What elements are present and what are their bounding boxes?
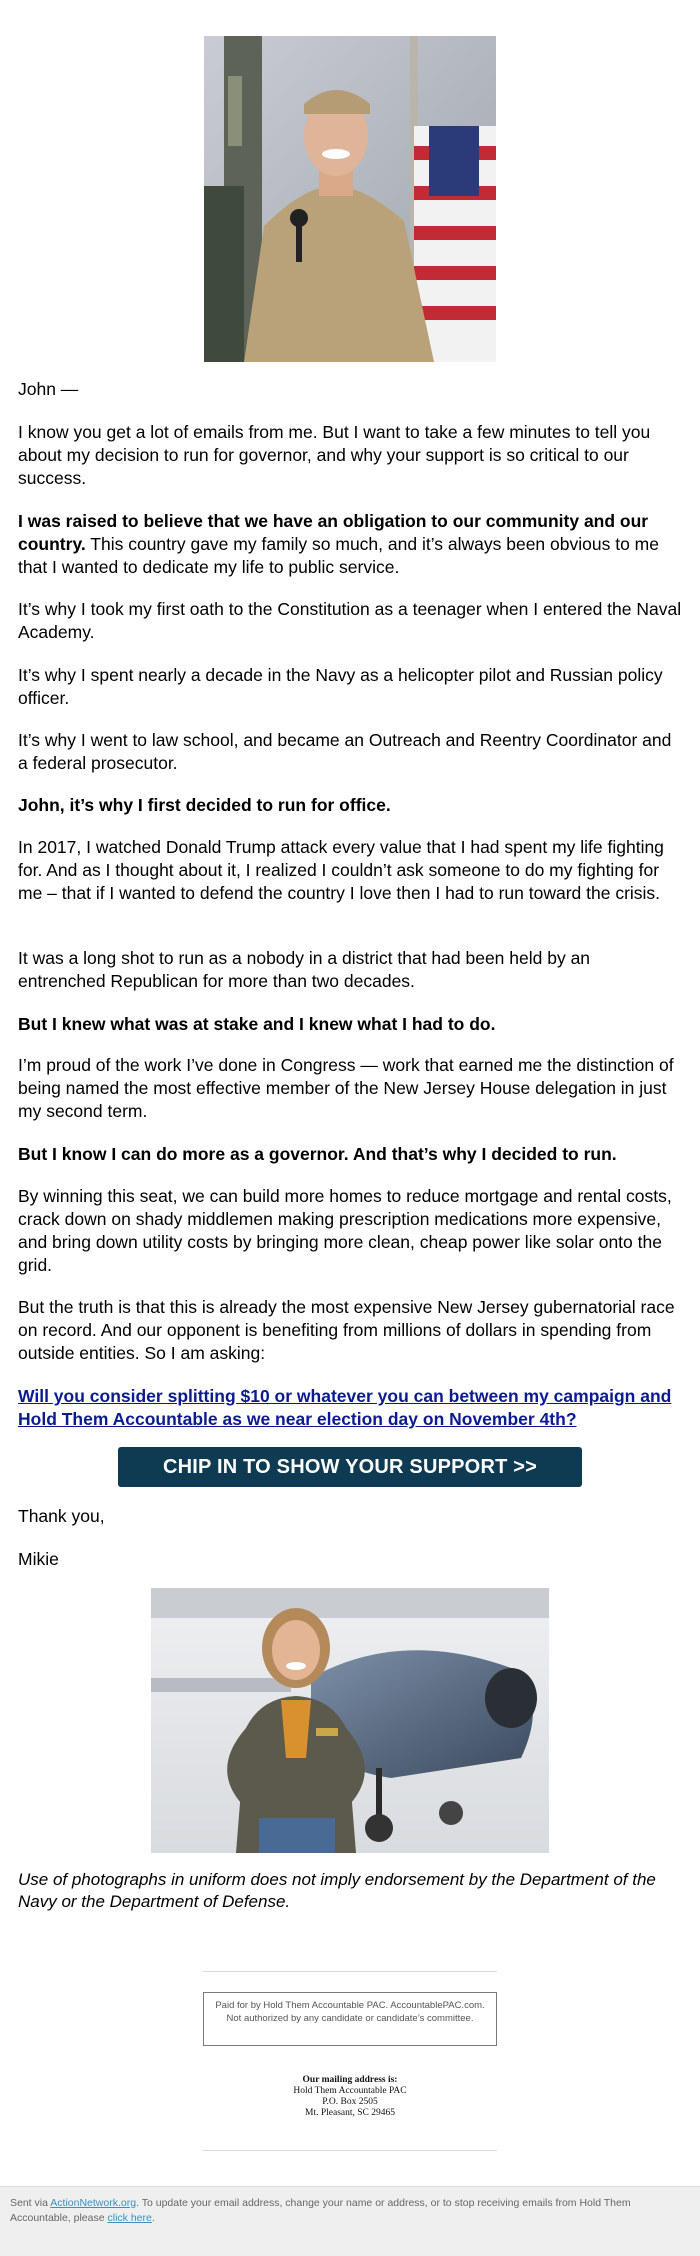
photo-sailor-uniform-flag [204, 36, 496, 362]
paragraph-navy: It’s why I spent nearly a decade in the Navy as a helicopter pilot and Russian policy officer. [18, 665, 663, 708]
mailing-address [200, 2075, 500, 2119]
bottom-photo [151, 1588, 549, 1853]
paragraph-truth: But the truth is that this is already the most expensive New Jersey gubernatorial race on record. And our opponent is benefiting from millions of dollars in spending from outside entities. So I am asking: [18, 1297, 675, 1363]
mailing-po-box: P.O. Box 2505 [322, 2097, 378, 2107]
top-photo [204, 36, 496, 362]
action-network-link[interactable]: ActionNetwork.org [50, 2197, 137, 2209]
cta-paragraph [18, 1385, 682, 1431]
cta-link[interactable]: Will you consider splitting $10 or whatever you can between my campaign and Hold Them Accountable as we near election day on November 4th? [18, 1386, 672, 1429]
paragraph-obligation: I was raised to believe that we have an obligation to our community and our country. This country gave my family so much, and it’s always been obvious to me that I wanted to dedicate my life to public service. [18, 511, 659, 577]
paid-for-box: Paid for by Hold Them Accountable PAC. AccountablePAC.com. Not authorized by any candidate or candidate’s committee. [203, 1992, 497, 2046]
signature: Mikie [18, 1549, 59, 1569]
paragraph-intro: I know you get a lot of emails from me. But I want to take a few minutes to tell you about my decision to run for governor, and why your support is so critical to our success. [18, 422, 651, 488]
paragraph-2017: In 2017, I watched Donald Trump attack every value that I had spent my life fighting for. And as I thought about it, I realized I couldn’t ask someone to do my fighting for me – that if I wanted to defend the country I love then I had to run toward the crisis. [18, 837, 664, 903]
paragraph-oath: It’s why I took my first oath to the Constitution as a teenager when I entered the Naval Academy. [18, 599, 682, 642]
paragraph-governor: But I know I can do more as a governor. And that’s why I decided to run. [18, 1144, 617, 1164]
mailing-city: Mt. Pleasant, SC 29465 [305, 2108, 395, 2118]
paragraph-winning: By winning this seat, we can build more homes to reduce mortgage and rental costs, crack down on shady middlemen making prescription medications more expensive, and bring down utility costs by bringing more clean, cheap power like solar onto the grid. [18, 1186, 672, 1275]
paragraph-run-for-office: John, it’s why I first decided to run for office. [18, 795, 391, 815]
footer-bar [0, 2186, 700, 2256]
mailing-heading: Our mailing address is: [302, 2075, 398, 2085]
signoff: Thank you, [18, 1506, 105, 1526]
chip-in-button[interactable]: CHIP IN TO SHOW YOUR SUPPORT >> [118, 1447, 582, 1487]
photo-disclaimer: Use of photographs in uniform does not imply endorsement by the Department of the Navy or the Department of Defense. [18, 1870, 656, 1911]
greeting: John — [18, 379, 79, 399]
mailing-name: Hold Them Accountable PAC [293, 2086, 407, 2096]
paragraph-congress: I’m proud of the work I’ve done in Congress — work that earned me the distinction of being named the most effective member of the New Jersey House delegation in just my second term. [18, 1055, 674, 1121]
paragraph-law-school: It’s why I went to law school, and became an Outreach and Reentry Coordinator and a federal prosecutor. [18, 730, 672, 773]
divider-top [203, 1971, 497, 1972]
paragraph-long-shot: It was a long shot to run as a nobody in a district that had been held by an entrenched Republican for more than two decades. [18, 948, 591, 991]
unsubscribe-link[interactable]: click here [107, 2212, 152, 2224]
footer-text: Sent via ActionNetwork.org. To update your email address, change your name or address, or to stop receiving emails from Hold Them Accountable, please click here. [10, 2197, 631, 2224]
paragraph-at-stake: But I knew what was at stake and I knew what I had to do. [18, 1014, 496, 1034]
divider-bottom [203, 2150, 497, 2151]
photo-flight-jacket-helicopter [151, 1588, 549, 1853]
